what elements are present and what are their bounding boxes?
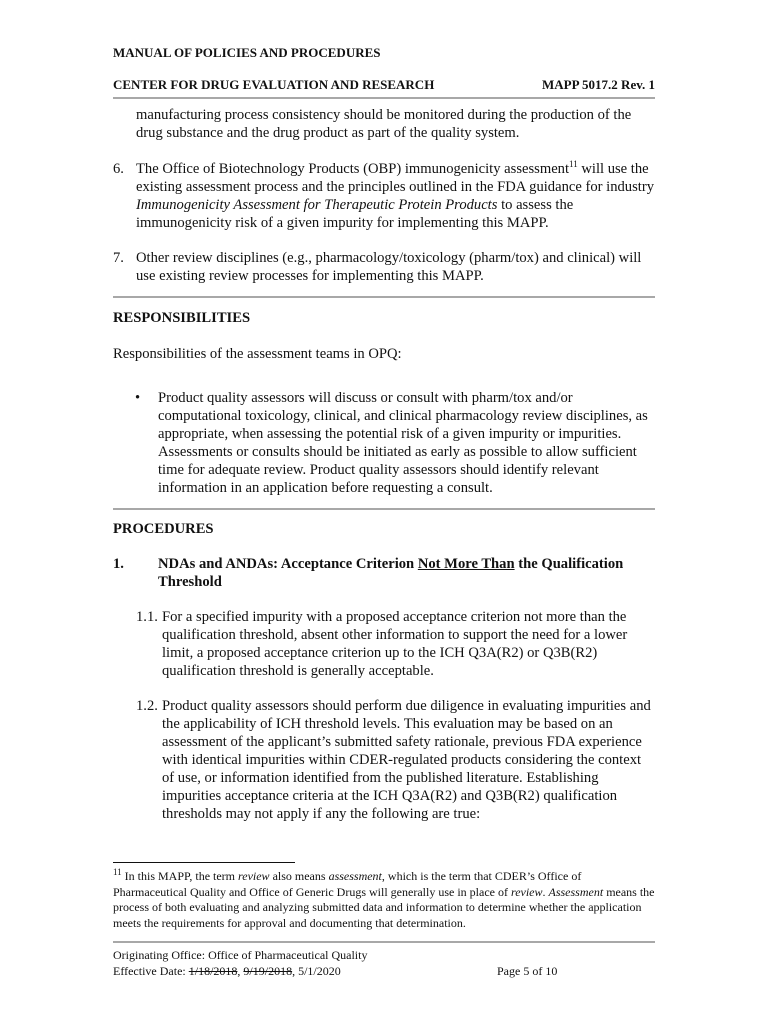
- item-6-number: 6.: [113, 161, 124, 177]
- originating-office: Originating Office: Office of Pharmaceutical Quality: [113, 948, 368, 962]
- header-rule: [113, 97, 655, 99]
- effective-date: Effective Date: 1/18/2018, 9/19/2018, 5/1/2020: [113, 964, 341, 978]
- bullet-symbol: •: [135, 390, 141, 406]
- responsibilities-heading: RESPONSIBILITIES: [113, 310, 251, 326]
- item-7-text: Other review disciplines (e.g., pharmacology/toxicology (pharm/tox) and clinical) will use existing review processes for implementing this MAPP.: [136, 250, 642, 284]
- superseded-date-1: 1/18/2018: [188, 964, 238, 978]
- item-7-number: 7.: [113, 250, 124, 266]
- section-rule-1: [113, 296, 655, 298]
- superseded-date-2: 9/19/2018: [243, 964, 293, 978]
- footer-rule: [113, 941, 655, 943]
- mapp-number: MAPP 5017.2 Rev. 1: [541, 77, 655, 92]
- item-6-text: The Office of Biotechnology Products (OBP) immunogenicity assessment$^{11}$ will use the existing assessment process and the principles outlined in the FDA guidance for industry Immunogenicity Assessment for Therapeutic Protein Products to assess the immunogenicity risk of a given impurity for implementing this MAPP.: [136, 159, 654, 231]
- footnote-ref-11[interactable]: 11: [569, 159, 578, 170]
- page-number: Page 5 of 10: [497, 964, 558, 978]
- continuation-paragraph: manufacturing process consistency should be monitored during the production of the drug substance and the drug product as part of the quality system.: [136, 107, 632, 141]
- section-rule-2: [113, 508, 655, 510]
- responsibilities-intro: Responsibilities of the assessment teams in OPQ:: [113, 346, 402, 362]
- center-name: CENTER FOR DRUG EVALUATION AND RESEARCH: [113, 77, 435, 92]
- guidance-title: Immunogenicity Assessment for Therapeutic Protein Products: [136, 197, 498, 213]
- sub-item-1-2-text: Product quality assessors should perform due diligence in evaluating impurities and the applicability of ICH threshold levels. This evaluation may be based on an assessment of the applicant’s submitted safety rationale, previous FDA experience with identical impurities within CDER-regulated products considering the context of use, or information identified from the published literature. Establishing impurities acceptance criteria at the ICH Q3A(R2) and Q3B(R2) qualification thresholds may not apply if any the following are true:: [162, 698, 651, 822]
- responsibility-bullet-text: Product quality assessors will discuss or consult with pharm/tox and/or computational toxicology, clinical, and clinical pharmacology review disciplines, as appropriate, when assessing the potential risk of a given impurity or impurities. Assessments or consults should be initiated as early as possible to allow sufficient time for adequate review. Product quality assessors should identify relevant information in an application before requesting a consult.: [158, 390, 648, 496]
- sub-item-1-1-text: For a specified impurity with a proposed acceptance criterion not more than the qualification threshold, absent other information to support the need for a lower limit, a proposed acceptance criterion up to the ICH Q3A(R2) or Q3B(R2) qualification threshold is generally acceptable.: [162, 609, 628, 679]
- section-1-number: 1.: [113, 556, 124, 572]
- current-effective-date: 5/1/2020: [298, 964, 341, 978]
- footnote-11: $^{11}$ In this MAPP, the term review also means assessment, which is the term that CDER’s Office of Pharmaceutical Quality and Office of Generic Drugs will generally use in place of review. Assessment means the process of both evaluating and analyzing submitted data and information to determine whether the application meets the requirements for approval and documenting that determination.: [113, 867, 655, 930]
- section-1-title: NDAs and ANDAs: Acceptance Criterion Not More Than the Qualification Threshold: [158, 556, 624, 590]
- manual-title: MANUAL OF POLICIES AND PROCEDURES: [113, 45, 381, 60]
- sub-item-1-2-number: 1.2.: [136, 698, 158, 714]
- sub-item-1-1-number: 1.1.: [136, 609, 158, 625]
- footnote-separator: [113, 862, 295, 863]
- procedures-heading: PROCEDURES: [113, 521, 214, 537]
